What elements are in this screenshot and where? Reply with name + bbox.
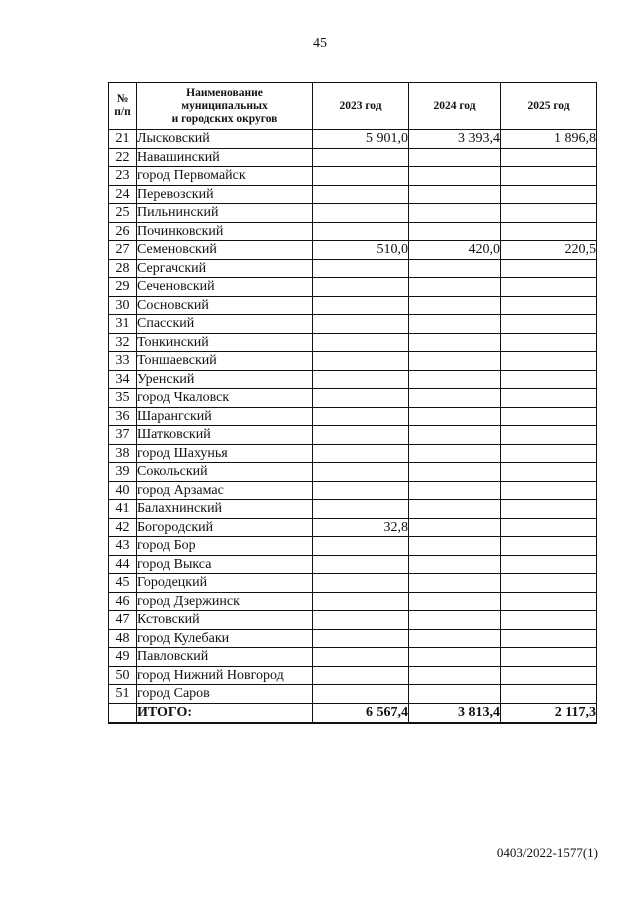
municipality-name: город Бор: [137, 537, 313, 556]
value-2025: [501, 315, 597, 334]
value-2024: [409, 648, 501, 667]
value-2023: [313, 611, 409, 630]
value-2025: [501, 204, 597, 223]
value-2025: [501, 426, 597, 445]
table-row: [109, 666, 597, 685]
row-number: 41: [109, 500, 137, 519]
row-number: 36: [109, 407, 137, 426]
value-2025: [501, 648, 597, 667]
table-row: [109, 389, 597, 408]
table-header-row: [109, 83, 597, 130]
value-2024: 420,0: [409, 241, 501, 260]
table-row: [109, 518, 597, 537]
value-2025: [501, 463, 597, 482]
value-2023: [313, 315, 409, 334]
value-2023: [313, 222, 409, 241]
municipality-name: Перевозский: [137, 185, 313, 204]
value-2023: [313, 389, 409, 408]
value-2023: [313, 481, 409, 500]
value-2025: 220,5: [501, 241, 597, 260]
budget-table: [108, 82, 597, 724]
value-2024: [409, 204, 501, 223]
value-2025: [501, 444, 597, 463]
row-number: 47: [109, 611, 137, 630]
table-row: [109, 241, 597, 260]
value-2024: [409, 333, 501, 352]
value-2024: [409, 481, 501, 500]
table-row: [109, 500, 597, 519]
value-2025: [501, 352, 597, 371]
row-number: 50: [109, 666, 137, 685]
value-2025: [501, 685, 597, 704]
value-2024: [409, 278, 501, 297]
value-2024: [409, 574, 501, 593]
row-number: 25: [109, 204, 137, 223]
value-2024: [409, 407, 501, 426]
value-2024: [409, 463, 501, 482]
row-number: 44: [109, 555, 137, 574]
table-row: [109, 463, 597, 482]
table-row: [109, 555, 597, 574]
value-2024: [409, 518, 501, 537]
value-2025: [501, 555, 597, 574]
value-2024: [409, 315, 501, 334]
municipality-name: Кстовский: [137, 611, 313, 630]
municipality-name: Лысковский: [137, 130, 313, 149]
document-code: 0403/2022-1577(1): [496, 845, 598, 860]
value-2025: [501, 611, 597, 630]
value-2023: [313, 666, 409, 685]
row-number: 39: [109, 463, 137, 482]
value-2024: [409, 537, 501, 556]
municipality-name: город Арзамас: [137, 481, 313, 500]
row-number: 43: [109, 537, 137, 556]
table-row: [109, 333, 597, 352]
value-2023: [313, 574, 409, 593]
table-row: [109, 148, 597, 167]
value-2023: [313, 185, 409, 204]
municipality-name: Навашинский: [137, 148, 313, 167]
municipality-name: город Выкса: [137, 555, 313, 574]
value-2023: [313, 685, 409, 704]
municipality-name: город Первомайск: [137, 167, 313, 186]
value-2023: [313, 648, 409, 667]
value-2023: 510,0: [313, 241, 409, 260]
table-row: [109, 685, 597, 704]
row-number: 30: [109, 296, 137, 315]
value-2025: [501, 333, 597, 352]
value-2025: [501, 518, 597, 537]
value-2024: [409, 389, 501, 408]
table-row: [109, 370, 597, 389]
table-row: [109, 648, 597, 667]
row-number: 29: [109, 278, 137, 297]
value-2024: [409, 352, 501, 371]
value-2023: [313, 555, 409, 574]
table-row: [109, 185, 597, 204]
value-2023: 5 901,0: [313, 130, 409, 149]
value-2025: [501, 389, 597, 408]
header-num-line1: №: [116, 93, 129, 105]
municipality-name: Тонкинский: [137, 333, 313, 352]
value-2024: [409, 685, 501, 704]
total-label: ИТОГО:: [137, 703, 313, 723]
row-number: 37: [109, 426, 137, 445]
municipality-name: Шарангский: [137, 407, 313, 426]
total-row: [109, 703, 597, 723]
value-2025: [501, 537, 597, 556]
table-row: [109, 296, 597, 315]
value-2025: [501, 148, 597, 167]
value-2025: [501, 500, 597, 519]
value-2023: [313, 259, 409, 278]
municipality-name: Починковский: [137, 222, 313, 241]
row-number: 24: [109, 185, 137, 204]
value-2024: [409, 148, 501, 167]
value-2023: [313, 629, 409, 648]
value-2025: [501, 296, 597, 315]
municipality-name: Уренский: [137, 370, 313, 389]
municipality-name: Павловский: [137, 648, 313, 667]
value-2025: [501, 370, 597, 389]
value-2024: [409, 666, 501, 685]
table-row: [109, 426, 597, 445]
table-row: [109, 592, 597, 611]
header-name-line1: Наименование: [186, 86, 263, 99]
row-number: 31: [109, 315, 137, 334]
value-2023: [313, 204, 409, 223]
table-row: [109, 204, 597, 223]
table-row: [109, 444, 597, 463]
value-2025: [501, 481, 597, 500]
row-number: 49: [109, 648, 137, 667]
municipality-name: Балахнинский: [137, 500, 313, 519]
value-2023: [313, 148, 409, 167]
value-2024: [409, 370, 501, 389]
row-number: 46: [109, 592, 137, 611]
value-2023: [313, 352, 409, 371]
value-2023: [313, 167, 409, 186]
row-number: 27: [109, 241, 137, 260]
value-2025: [501, 167, 597, 186]
header-name-line2: муниципальных: [181, 99, 268, 112]
value-2025: 1 896,8: [501, 130, 597, 149]
value-2025: [501, 629, 597, 648]
total-2024: 3 813,4: [409, 703, 501, 723]
row-number: 34: [109, 370, 137, 389]
table-row: [109, 315, 597, 334]
municipality-name: Сокольский: [137, 463, 313, 482]
total-2025: 2 117,3: [501, 703, 597, 723]
table-row: [109, 352, 597, 371]
municipality-name: Спасский: [137, 315, 313, 334]
municipality-name: Сеченовский: [137, 278, 313, 297]
value-2023: [313, 500, 409, 519]
row-number: 45: [109, 574, 137, 593]
value-2023: [313, 592, 409, 611]
row-number: 35: [109, 389, 137, 408]
row-number: 21: [109, 130, 137, 149]
row-number: 23: [109, 167, 137, 186]
value-2024: [409, 555, 501, 574]
value-2024: [409, 296, 501, 315]
value-2023: [313, 444, 409, 463]
value-2025: [501, 259, 597, 278]
page-number: 45: [313, 36, 327, 51]
row-number: 42: [109, 518, 137, 537]
row-number: 51: [109, 685, 137, 704]
table-row: [109, 130, 597, 149]
row-number: 22: [109, 148, 137, 167]
table-body: [109, 130, 597, 723]
value-2024: [409, 185, 501, 204]
municipality-name: Семеновский: [137, 241, 313, 260]
value-2024: [409, 611, 501, 630]
row-number: 40: [109, 481, 137, 500]
header-2023: 2023 год: [313, 83, 409, 130]
value-2025: [501, 185, 597, 204]
row-number: 38: [109, 444, 137, 463]
total-num-cell: [109, 703, 137, 723]
table-row: [109, 574, 597, 593]
municipality-name: город Дзержинск: [137, 592, 313, 611]
municipality-name: город Саров: [137, 685, 313, 704]
municipality-name: город Нижний Новгород: [137, 666, 313, 685]
table-row: [109, 537, 597, 556]
municipality-name: Пильнинский: [137, 204, 313, 223]
table-row: [109, 278, 597, 297]
table-row: [109, 481, 597, 500]
value-2023: [313, 407, 409, 426]
municipality-name: Городецкий: [137, 574, 313, 593]
row-number: 26: [109, 222, 137, 241]
municipality-name: город Кулебаки: [137, 629, 313, 648]
municipality-name: город Шахунья: [137, 444, 313, 463]
value-2023: [313, 296, 409, 315]
table-row: [109, 407, 597, 426]
value-2023: [313, 370, 409, 389]
value-2025: [501, 666, 597, 685]
value-2025: [501, 222, 597, 241]
table-row: [109, 611, 597, 630]
municipality-name: Сергачский: [137, 259, 313, 278]
row-number: 28: [109, 259, 137, 278]
value-2023: [313, 426, 409, 445]
table-row: [109, 167, 597, 186]
row-number: 48: [109, 629, 137, 648]
value-2024: [409, 444, 501, 463]
value-2023: [313, 463, 409, 482]
value-2024: [409, 426, 501, 445]
table-row: [109, 259, 597, 278]
municipality-name: Богородский: [137, 518, 313, 537]
value-2023: [313, 278, 409, 297]
value-2024: [409, 500, 501, 519]
row-number: 32: [109, 333, 137, 352]
value-2025: [501, 407, 597, 426]
value-2025: [501, 592, 597, 611]
value-2024: 3 393,4: [409, 130, 501, 149]
municipality-name: Тоншаевский: [137, 352, 313, 371]
total-2023: 6 567,4: [313, 703, 409, 723]
row-number: 33: [109, 352, 137, 371]
value-2024: [409, 167, 501, 186]
header-name-line3: и городских округов: [171, 112, 278, 125]
table-row: [109, 222, 597, 241]
municipality-name: город Чкаловск: [137, 389, 313, 408]
value-2025: [501, 278, 597, 297]
municipality-name: Сосновский: [137, 296, 313, 315]
value-2025: [501, 574, 597, 593]
table-row: [109, 629, 597, 648]
value-2024: [409, 629, 501, 648]
value-2024: [409, 592, 501, 611]
value-2023: [313, 333, 409, 352]
header-2025: 2025 год: [501, 83, 597, 130]
header-num: [109, 83, 137, 130]
municipality-name: Шатковский: [137, 426, 313, 445]
header-name: [137, 83, 313, 130]
value-2024: [409, 259, 501, 278]
value-2024: [409, 222, 501, 241]
header-2024: 2024 год: [409, 83, 501, 130]
value-2023: [313, 537, 409, 556]
header-num-line2: п/п: [114, 106, 131, 118]
value-2023: 32,8: [313, 518, 409, 537]
